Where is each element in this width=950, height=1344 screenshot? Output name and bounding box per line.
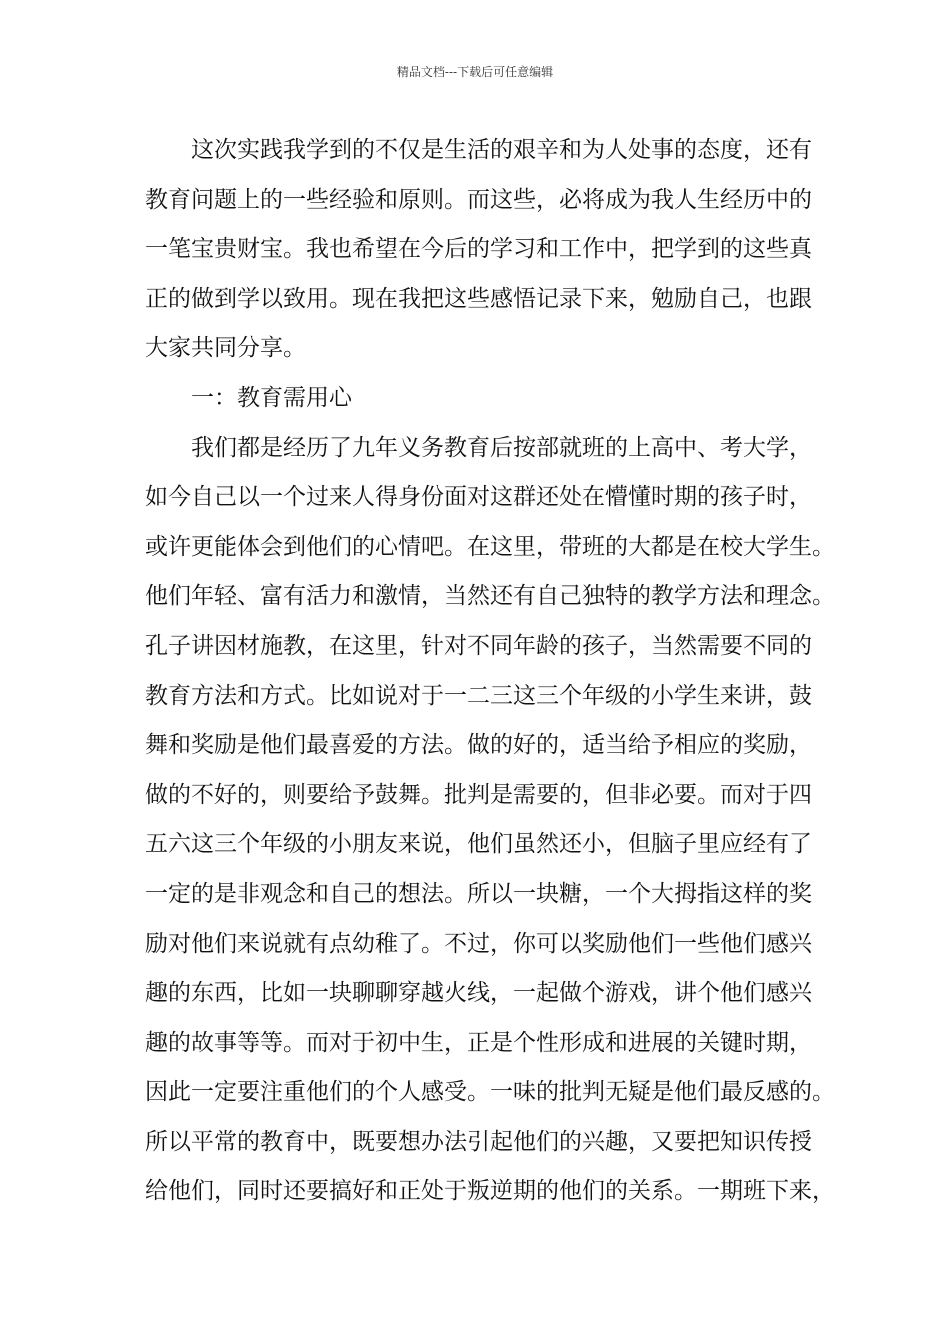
text-line: 孔子讲因材施教，在这里，针对不同年龄的孩子，当然需要不同的 bbox=[145, 632, 812, 659]
document-body bbox=[145, 126, 835, 1217]
text-line: 如今自己以一个过来人得身份面对这群还处在懵懂时期的孩子时， bbox=[145, 484, 812, 511]
text-line: 大家共同分享。 bbox=[145, 335, 306, 362]
text-line: 教育方法和方式。比如说对于一二三这三个年级的小学生来讲，鼓 bbox=[145, 682, 812, 709]
text-line: 教育问题上的一些经验和原则。而这些，必将成为我人生经历中的 bbox=[145, 186, 812, 213]
text-line: 一定的是非观念和自己的想法。所以一块糖，一个大拇指这样的奖 bbox=[145, 880, 812, 907]
text-line: 一笔宝贵财宝。我也希望在今后的学习和工作中，把学到的这些真 bbox=[145, 236, 812, 263]
text-line: 这次实践我学到的不仅是生活的艰辛和为人处事的态度，还有 bbox=[191, 137, 812, 163]
text-line: 所以平常的教育中，既要想办法引起他们的兴趣，又要把知识传授 bbox=[145, 1128, 812, 1155]
text-line: 趣的故事等等。而对于初中生，正是个性形成和进展的关键时期， bbox=[145, 1029, 812, 1056]
text-line: 舞和奖励是他们最喜爱的方法。做的好的，适当给予相应的奖励， bbox=[145, 732, 812, 759]
text-line: 正的做到学以致用。现在我把这些感悟记录下来，勉励自己，也跟 bbox=[145, 285, 812, 312]
text-line: 做的不好的，则要给予鼓舞。批判是需要的，但非必要。而对于四 bbox=[145, 781, 812, 808]
text-line: 趣的东西，比如一块聊聊穿越火线，一起做个游戏，讲个他们感兴 bbox=[145, 980, 812, 1007]
text-line: 励对他们来说就有点幼稚了。不过，你可以奖励他们一些他们感兴 bbox=[145, 930, 812, 957]
page-header: 精品文档---下载后可任意编辑 bbox=[396, 65, 554, 79]
text-line: 我们都是经历了九年义务教育后按部就班的上高中、考大学， bbox=[191, 434, 812, 461]
text-line: 因此一定要注重他们的个人感受。一味的批判无疑是他们最反感的。 bbox=[145, 1079, 835, 1106]
text-line: 他们年轻、富有活力和激情，当然还有自己独特的教学方法和理念。 bbox=[145, 583, 835, 610]
text-line: 或许更能体会到他们的心情吧。在这里，带班的大都是在校大学生。 bbox=[145, 533, 835, 560]
section-heading: 一：教育需用心 bbox=[191, 384, 352, 411]
text-line: 五六这三个年级的小朋友来说，他们虽然还小，但脑子里应经有了 bbox=[145, 831, 812, 858]
text-line: 给他们，同时还要搞好和正处于叛逆期的他们的关系。一期班下来， bbox=[145, 1178, 835, 1205]
